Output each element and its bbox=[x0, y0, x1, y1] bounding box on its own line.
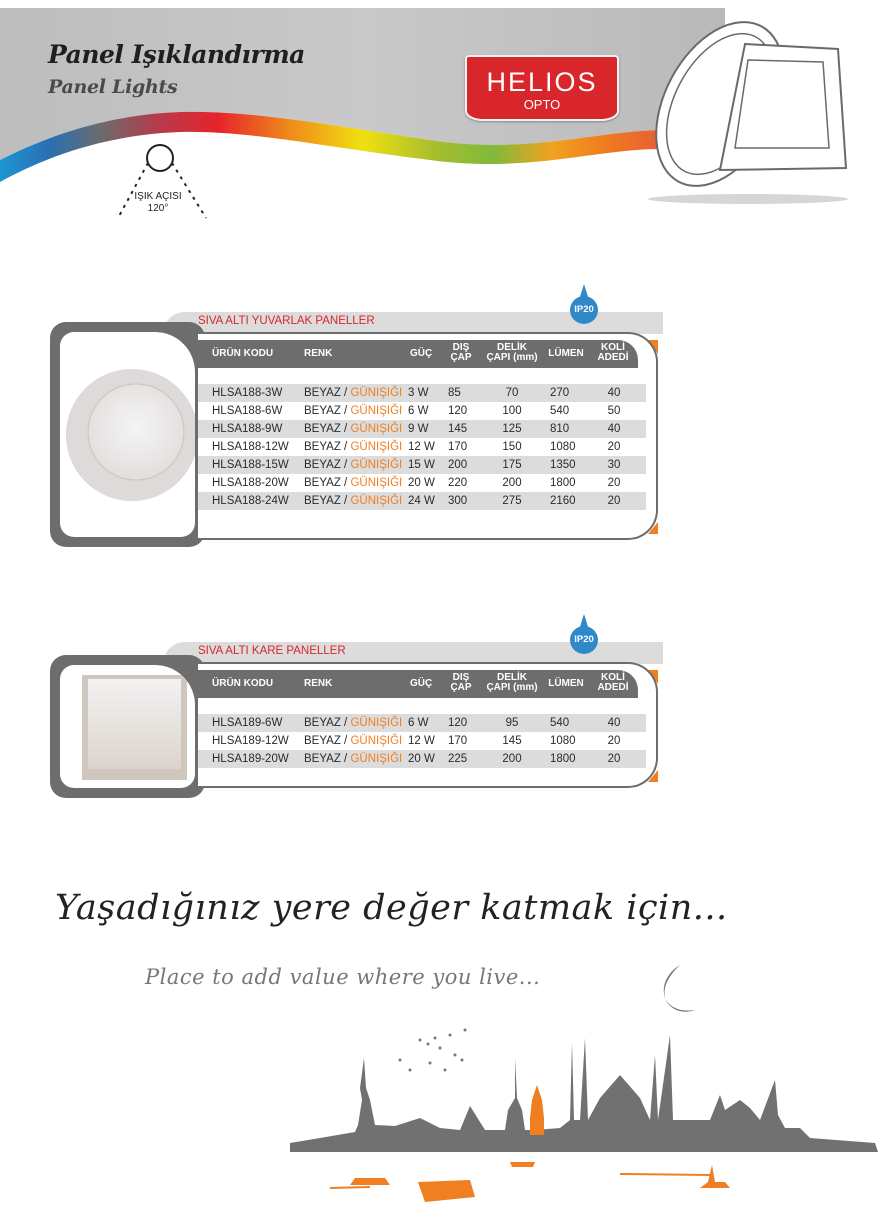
cell-power: 6 W bbox=[408, 405, 429, 417]
color-daylight: GÜNIŞIĞI bbox=[350, 405, 403, 417]
cell-color bbox=[304, 459, 402, 471]
cell-lumen: 1800 bbox=[550, 753, 576, 765]
cell-color bbox=[304, 753, 402, 765]
crescent-moon-icon bbox=[664, 965, 695, 1012]
cell-lumen: 2160 bbox=[550, 495, 576, 507]
col-code: ÜRÜN KODU bbox=[212, 348, 274, 359]
col-cutout bbox=[482, 673, 542, 693]
product-image bbox=[60, 665, 195, 788]
color-white: BEYAZ / bbox=[304, 459, 351, 471]
header-banner bbox=[0, 0, 894, 230]
cell-code: HLSA188-3W bbox=[212, 387, 283, 399]
cell-box: 20 bbox=[607, 441, 621, 453]
cell-power: 9 W bbox=[408, 423, 429, 435]
cell-lumen: 540 bbox=[550, 717, 570, 729]
cell-outer: 220 bbox=[448, 477, 468, 489]
color-daylight: GÜNIŞIĞI bbox=[350, 423, 403, 435]
spec-table bbox=[198, 332, 658, 540]
section-square-panels bbox=[48, 630, 668, 800]
cell-power: 12 W bbox=[408, 735, 435, 747]
color-daylight: GÜNIŞIĞI bbox=[350, 387, 403, 399]
square-panel-image bbox=[60, 665, 195, 788]
cell-box: 50 bbox=[607, 405, 621, 417]
table-row bbox=[198, 714, 646, 732]
cell-code: HLSA188-15W bbox=[212, 459, 289, 471]
color-white: BEYAZ / bbox=[304, 735, 351, 747]
brand-name: HELIOS bbox=[486, 67, 598, 97]
table-row bbox=[198, 456, 646, 474]
product-image bbox=[60, 332, 195, 537]
color-daylight: GÜNIŞIĞI bbox=[350, 459, 403, 471]
col-cutout-l1: DELİK bbox=[497, 672, 527, 683]
cell-lumen: 1800 bbox=[550, 477, 576, 489]
birds bbox=[399, 1029, 467, 1072]
cell-color bbox=[304, 387, 402, 399]
cell-lumen: 540 bbox=[550, 405, 570, 417]
color-white: BEYAZ / bbox=[304, 477, 351, 489]
cell-power: 20 W bbox=[408, 477, 435, 489]
color-daylight: GÜNIŞIĞI bbox=[350, 735, 403, 747]
cell-power: 15 W bbox=[408, 459, 435, 471]
cell-power: 6 W bbox=[408, 717, 429, 729]
color-daylight: GÜNIŞIĞI bbox=[350, 441, 403, 453]
cell-box: 40 bbox=[607, 387, 621, 399]
brand-logo bbox=[465, 55, 619, 121]
col-power: GÜÇ bbox=[410, 678, 433, 689]
cell-power: 24 W bbox=[408, 495, 435, 507]
color-daylight: GÜNIŞIĞI bbox=[350, 477, 403, 489]
cell-code: HLSA189-12W bbox=[212, 735, 289, 747]
cell-lumen: 1080 bbox=[550, 735, 576, 747]
table-header bbox=[198, 340, 638, 368]
cell-cutout: 150 bbox=[502, 441, 522, 453]
col-code: ÜRÜN KODU bbox=[212, 678, 274, 689]
cell-code: HLSA188-24W bbox=[212, 495, 289, 507]
table-row bbox=[198, 420, 646, 438]
color-white: BEYAZ / bbox=[304, 717, 351, 729]
cell-lumen: 1350 bbox=[550, 459, 576, 471]
product-image-frame bbox=[50, 322, 205, 547]
ip-rating-text: IP20 bbox=[574, 634, 594, 645]
cell-code: HLSA188-6W bbox=[212, 405, 283, 417]
table-header bbox=[198, 670, 638, 698]
col-cutout-l2: ÇAPI (mm) bbox=[486, 352, 538, 363]
cell-color bbox=[304, 735, 402, 747]
boats bbox=[350, 1162, 730, 1202]
col-power: GÜÇ bbox=[410, 348, 433, 359]
beam-angle-value: 120° bbox=[147, 203, 169, 214]
col-outer-l1: DIŞ bbox=[452, 672, 470, 683]
col-cutout bbox=[482, 343, 542, 363]
cell-outer: 170 bbox=[448, 441, 468, 453]
cell-outer: 300 bbox=[448, 495, 468, 507]
cell-color bbox=[304, 477, 402, 489]
color-daylight: GÜNIŞIĞI bbox=[350, 717, 403, 729]
cell-outer: 225 bbox=[448, 753, 468, 765]
table-row bbox=[198, 384, 646, 402]
cell-lumen: 270 bbox=[550, 387, 570, 399]
color-daylight: GÜNIŞIĞI bbox=[350, 753, 403, 765]
cell-box: 40 bbox=[607, 423, 621, 435]
ip-rating-badge bbox=[570, 296, 598, 324]
color-white: BEYAZ / bbox=[304, 405, 351, 417]
cell-outer: 120 bbox=[448, 717, 468, 729]
brand-sub: OPTO bbox=[523, 97, 561, 112]
cell-cutout: 275 bbox=[502, 495, 522, 507]
ip-rating-text: IP20 bbox=[574, 304, 594, 315]
col-cutout-l1: DELİK bbox=[497, 342, 527, 353]
round-panel-image bbox=[60, 332, 195, 537]
page-subtitle: Panel Lights bbox=[48, 76, 178, 98]
col-color: RENK bbox=[304, 678, 333, 689]
cell-cutout: 70 bbox=[505, 387, 519, 399]
col-outer bbox=[446, 673, 476, 693]
cell-code: HLSA188-9W bbox=[212, 423, 283, 435]
cell-box: 20 bbox=[607, 735, 621, 747]
color-daylight: GÜNIŞIĞI bbox=[350, 495, 403, 507]
cell-code: HLSA188-12W bbox=[212, 441, 289, 453]
cell-code: HLSA189-6W bbox=[212, 717, 283, 729]
col-box-l1: KOLİ bbox=[601, 342, 625, 353]
slogan-turkish: Yaşadığınız yere değer katmak için... bbox=[55, 888, 728, 928]
col-lumen: LÜMEN bbox=[548, 348, 584, 359]
col-outer-l2: ÇAP bbox=[450, 682, 472, 693]
section-title: SIVA ALTI KARE PANELLER bbox=[198, 645, 346, 657]
cell-power: 3 W bbox=[408, 387, 429, 399]
cell-color bbox=[304, 405, 402, 417]
table-row bbox=[198, 438, 646, 456]
color-white: BEYAZ / bbox=[304, 753, 351, 765]
cell-outer: 85 bbox=[448, 387, 461, 399]
cell-box: 20 bbox=[607, 477, 621, 489]
table-row bbox=[198, 750, 646, 768]
cell-lumen: 810 bbox=[550, 423, 570, 435]
col-cutout-l2: ÇAPI (mm) bbox=[486, 682, 538, 693]
col-color: RENK bbox=[304, 348, 333, 359]
col-outer-l1: DIŞ bbox=[452, 342, 470, 353]
cell-cutout: 125 bbox=[502, 423, 522, 435]
cell-outer: 145 bbox=[448, 423, 468, 435]
slogan-english: Place to add value where you live... bbox=[145, 965, 541, 989]
cell-outer: 200 bbox=[448, 459, 468, 471]
page-title: Panel Işıklandırma bbox=[48, 40, 305, 69]
table-row bbox=[198, 492, 646, 510]
col-outer bbox=[446, 343, 476, 363]
cell-color bbox=[304, 717, 402, 729]
cell-box: 20 bbox=[607, 495, 621, 507]
cell-color bbox=[304, 441, 402, 453]
col-box-l1: KOLİ bbox=[601, 672, 625, 683]
ip-rating-badge bbox=[570, 626, 598, 654]
cell-box: 30 bbox=[607, 459, 621, 471]
cell-box: 20 bbox=[607, 753, 621, 765]
cell-cutout: 145 bbox=[502, 735, 522, 747]
col-box-l2: ADEDİ bbox=[597, 682, 629, 693]
cell-outer: 120 bbox=[448, 405, 468, 417]
cell-cutout: 200 bbox=[502, 477, 522, 489]
istanbul-skyline-illustration bbox=[280, 960, 880, 1224]
cell-code: HLSA188-20W bbox=[212, 477, 289, 489]
beam-angle-text: IŞIK AÇISI bbox=[134, 191, 182, 202]
table-row bbox=[198, 732, 646, 750]
col-lumen: LÜMEN bbox=[548, 678, 584, 689]
table-row bbox=[198, 402, 646, 420]
color-white: BEYAZ / bbox=[304, 387, 351, 399]
section-title: SIVA ALTI YUVARLAK PANELLER bbox=[198, 315, 375, 327]
table-row bbox=[198, 474, 646, 492]
cell-color bbox=[304, 423, 402, 435]
cell-power: 12 W bbox=[408, 441, 435, 453]
cell-cutout: 175 bbox=[502, 459, 522, 471]
cell-cutout: 100 bbox=[502, 405, 522, 417]
cell-color bbox=[304, 495, 402, 507]
cell-cutout: 200 bbox=[502, 753, 522, 765]
spec-table bbox=[198, 662, 658, 788]
product-image-frame bbox=[50, 655, 205, 798]
color-white: BEYAZ / bbox=[304, 495, 351, 507]
cell-power: 20 W bbox=[408, 753, 435, 765]
beam-angle-label bbox=[118, 191, 198, 215]
col-box bbox=[596, 343, 630, 363]
cell-lumen: 1080 bbox=[550, 441, 576, 453]
color-white: BEYAZ / bbox=[304, 441, 351, 453]
col-box-l2: ADEDİ bbox=[597, 352, 629, 363]
col-outer-l2: ÇAP bbox=[450, 352, 472, 363]
col-box bbox=[596, 673, 630, 693]
section-round-panels bbox=[48, 300, 668, 550]
cell-outer: 170 bbox=[448, 735, 468, 747]
galata-tower bbox=[530, 1085, 544, 1135]
cell-code: HLSA189-20W bbox=[212, 753, 289, 765]
cell-box: 40 bbox=[607, 717, 621, 729]
color-white: BEYAZ / bbox=[304, 423, 351, 435]
skyline-silhouette bbox=[290, 1035, 878, 1152]
cell-cutout: 95 bbox=[505, 717, 519, 729]
